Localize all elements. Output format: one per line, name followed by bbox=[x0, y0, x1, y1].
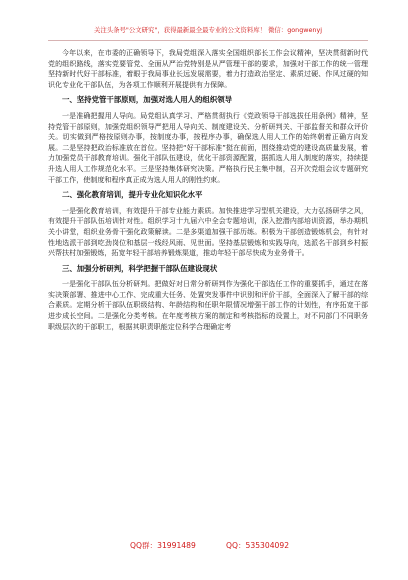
header-divider bbox=[48, 40, 368, 41]
header-banner: 关注头条号"公文研究"，获得最新最全最专业的公文资料库！ 微信：gongwenyj bbox=[93, 26, 323, 34]
section-2-paragraph: 一是强化教育培训，有效提升干部专业能力素质。加快推进学习型机关建设，大力弘扬研学之风，有效提升干部队伍培训针对性。组织学习十九届六中全会专题培训，深入挖潜内部培训资源，举办期机关小讲堂，组织业务骨干强化政策解读。二是多渠道加强干部历练。积极为干部创造锻炼机会，有针对性地选派干部到吃劲岗位和基层一线经风雨、见世面。坚持基层锻炼和实践导向，选派名干部到乡村振兴帮扶村加强锻炼，拓宽年轻干部培养锻炼渠道，推动年轻干部尽快成为业务骨干。 bbox=[48, 206, 368, 258]
footer-qq-group: QQ群：31991489 bbox=[130, 541, 196, 550]
footer-qq-contact: QQ：535304092 bbox=[226, 541, 290, 550]
section-1-heading: 一、坚持党管干部原则，加强对选人用人的组织领导 bbox=[62, 95, 232, 105]
footer bbox=[48, 540, 368, 552]
intro-paragraph: 今年以来，在市委的正确领导下，我局党组深入落实全国组织部长工作会议精神，坚决贯彻新时代党的组织路线，落实党要管党、全面从严治党特别是从严管理干部的要求，加强对干部工作的统一管理坚持新时代好干部标准，着眼于我局事业长远发展需要，着力打造政治坚定、素质过硬、作风过硬的知识化专业化干部队伍，为各项工作顺利开展提供有力保障。 bbox=[48, 49, 368, 89]
document-body bbox=[48, 48, 368, 534]
section-3-heading: 三、加强分析研判，科学把握干部队伍建设现状 bbox=[62, 263, 218, 273]
section-2-heading: 二、强化教育培训，提升专业化知识化水平 bbox=[62, 190, 203, 200]
section-1-paragraph: 一是准确把握用人导向。局党组认真学习、严格贯彻执行《党政领导干部选拔任用条例》精神，坚持党管干部原则，加强党组织领导严把用人导向关、制度建设关、分析研判关、干部监督关和群众评价关。切实做到严格按原则办事，按制度办事，按程序办事，确保选人用人工作的始终朝着正确方向发展。二是坚持把政治标准放在首位。坚持把“好干部标准”挺在前面，围绕推动党的建设高质量发展，着力加强党员干部教育培训。强化干部队伍建设，优化干部资源配置，据抓选人用人制度的落实，持续提升选人用人工作规范化水平。三是坚持集体研究决策。严格执行民主集中制，召开次党组会议专题研究干部工作，使制度和程序真正成为选人用人的刚性约束。 bbox=[48, 111, 368, 184]
section-3-paragraph: 一是强化干部队伍分析研判。把做好对日常分析研判作为强化干部选任工作的重要抓手，通过在落实决策部署、推进中心工作、完成重大任务、处置突发事件中识别和评价干部，全面深入了解干部的综合素质。定期分析干部队伍职级结构、年龄结构和任职年限情况增强干部工作的计划性，有序拓宽干部进步成长空间。二是强化分类考核。在年度考核方案的制定和考核指标的设置上，对不同部门不同职务职级层次的干部职工，根据其职责职能定位科学合理确定考 bbox=[48, 280, 368, 331]
